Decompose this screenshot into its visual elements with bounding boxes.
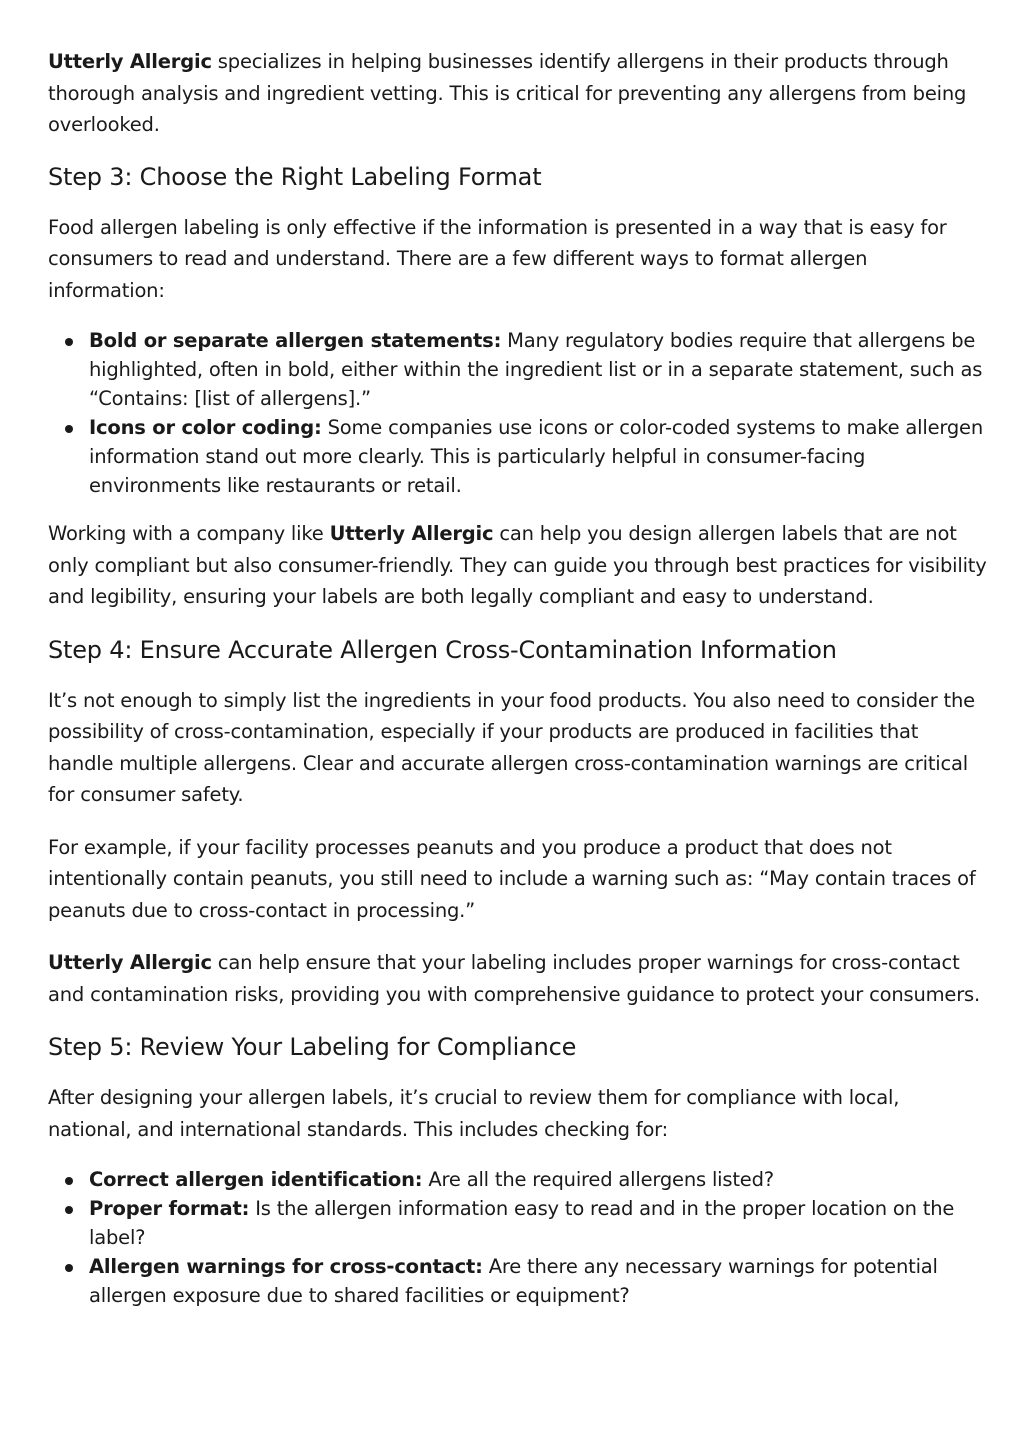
step4-heading: Step 4: Ensure Accurate Allergen Cross-Contamination Information [48, 635, 837, 664]
step5-bullet-list [48, 1165, 988, 1310]
step3-bullet-list [48, 326, 988, 500]
list-item [48, 413, 988, 500]
step4-paragraph-2: For example, if your facility processes peanuts and you produce a product that does not intentionally contain peanuts, you still need to include a warning such as: “May contain traces of peanuts due to cross-contact in processing.” [48, 835, 976, 922]
step4-paragraph-3 [48, 947, 988, 1010]
list-item-text: Is the allergen information easy to read and in the proper location on the label? [89, 1197, 955, 1249]
list-item [48, 326, 988, 413]
list-item-term: Bold or separate allergen statements: [89, 329, 502, 352]
step3-paragraph-1: Food allergen labeling is only effective if the information is presented in a way that is easy for consumers to read and understand. There are a few different ways to format allergen information: [48, 215, 947, 302]
list-item-text: Are there any necessary warnings for potential allergen exposure due to shared facilities or equipment? [89, 1255, 938, 1307]
brand-name: Utterly Allergic [48, 50, 212, 73]
list-item-term: Correct allergen identification: [89, 1168, 423, 1191]
list-item-text: Some companies use icons or color-coded systems to make allergen information stand out more clearly. This is particularly helpful in consumer-facing environments like restaurants or retail. [89, 416, 983, 497]
paragraph-text: can help ensure that your labeling includes proper warnings for cross-contact and contamination risks, providing you with comprehensive guidance to protect your consumers. [48, 951, 981, 1006]
list-item-text: Are all the required allergens listed? [422, 1168, 774, 1191]
list-item-term: Allergen warnings for cross-contact: [89, 1255, 483, 1278]
list-item-text: Many regulatory bodies require that allergens be highlighted, often in bold, either within the ingredient list or in a separate statement, such as “Contains: [list of allergens].” [89, 329, 983, 410]
step4-paragraph-1: It’s not enough to simply list the ingredients in your food products. You also need to consider the possibility of cross-contamination, especially if your products are produced in facilities that handle multiple allergens. Clear and accurate allergen cross-contamination warnings are critical for consumer safety. [48, 688, 975, 806]
step3-heading: Step 3: Choose the Right Labeling Format [48, 162, 542, 191]
intro-text: specializes in helping businesses identify allergens in their products through thorough analysis and ingredient vetting. This is critical for preventing any allergens from being overlooked. [48, 50, 967, 136]
list-item-term: Proper format: [89, 1197, 250, 1220]
list-item [48, 1165, 988, 1194]
list-item [48, 1194, 988, 1252]
paragraph-text: Working with a company like [48, 522, 330, 545]
list-item [48, 1252, 988, 1310]
intro-paragraph [48, 46, 988, 141]
list-item-term: Icons or color coding: [89, 416, 322, 439]
step3-paragraph-2 [48, 518, 988, 613]
paragraph-text: can help you design allergen labels that are not only compliant but also consumer-friendly. They can guide you through best practices for visibility and legibility, ensuring your labels are both legally compliant and easy to understand. [48, 522, 987, 608]
brand-name: Utterly Allergic [48, 951, 212, 974]
document-page [48, 46, 988, 1310]
brand-name: Utterly Allergic [329, 522, 494, 545]
step5-heading: Step 5: Review Your Labeling for Compliance [48, 1033, 577, 1061]
step5-paragraph-1: After designing your allergen labels, it’s crucial to review them for compliance with local, national, and international standards. This includes checking for: [48, 1086, 900, 1141]
